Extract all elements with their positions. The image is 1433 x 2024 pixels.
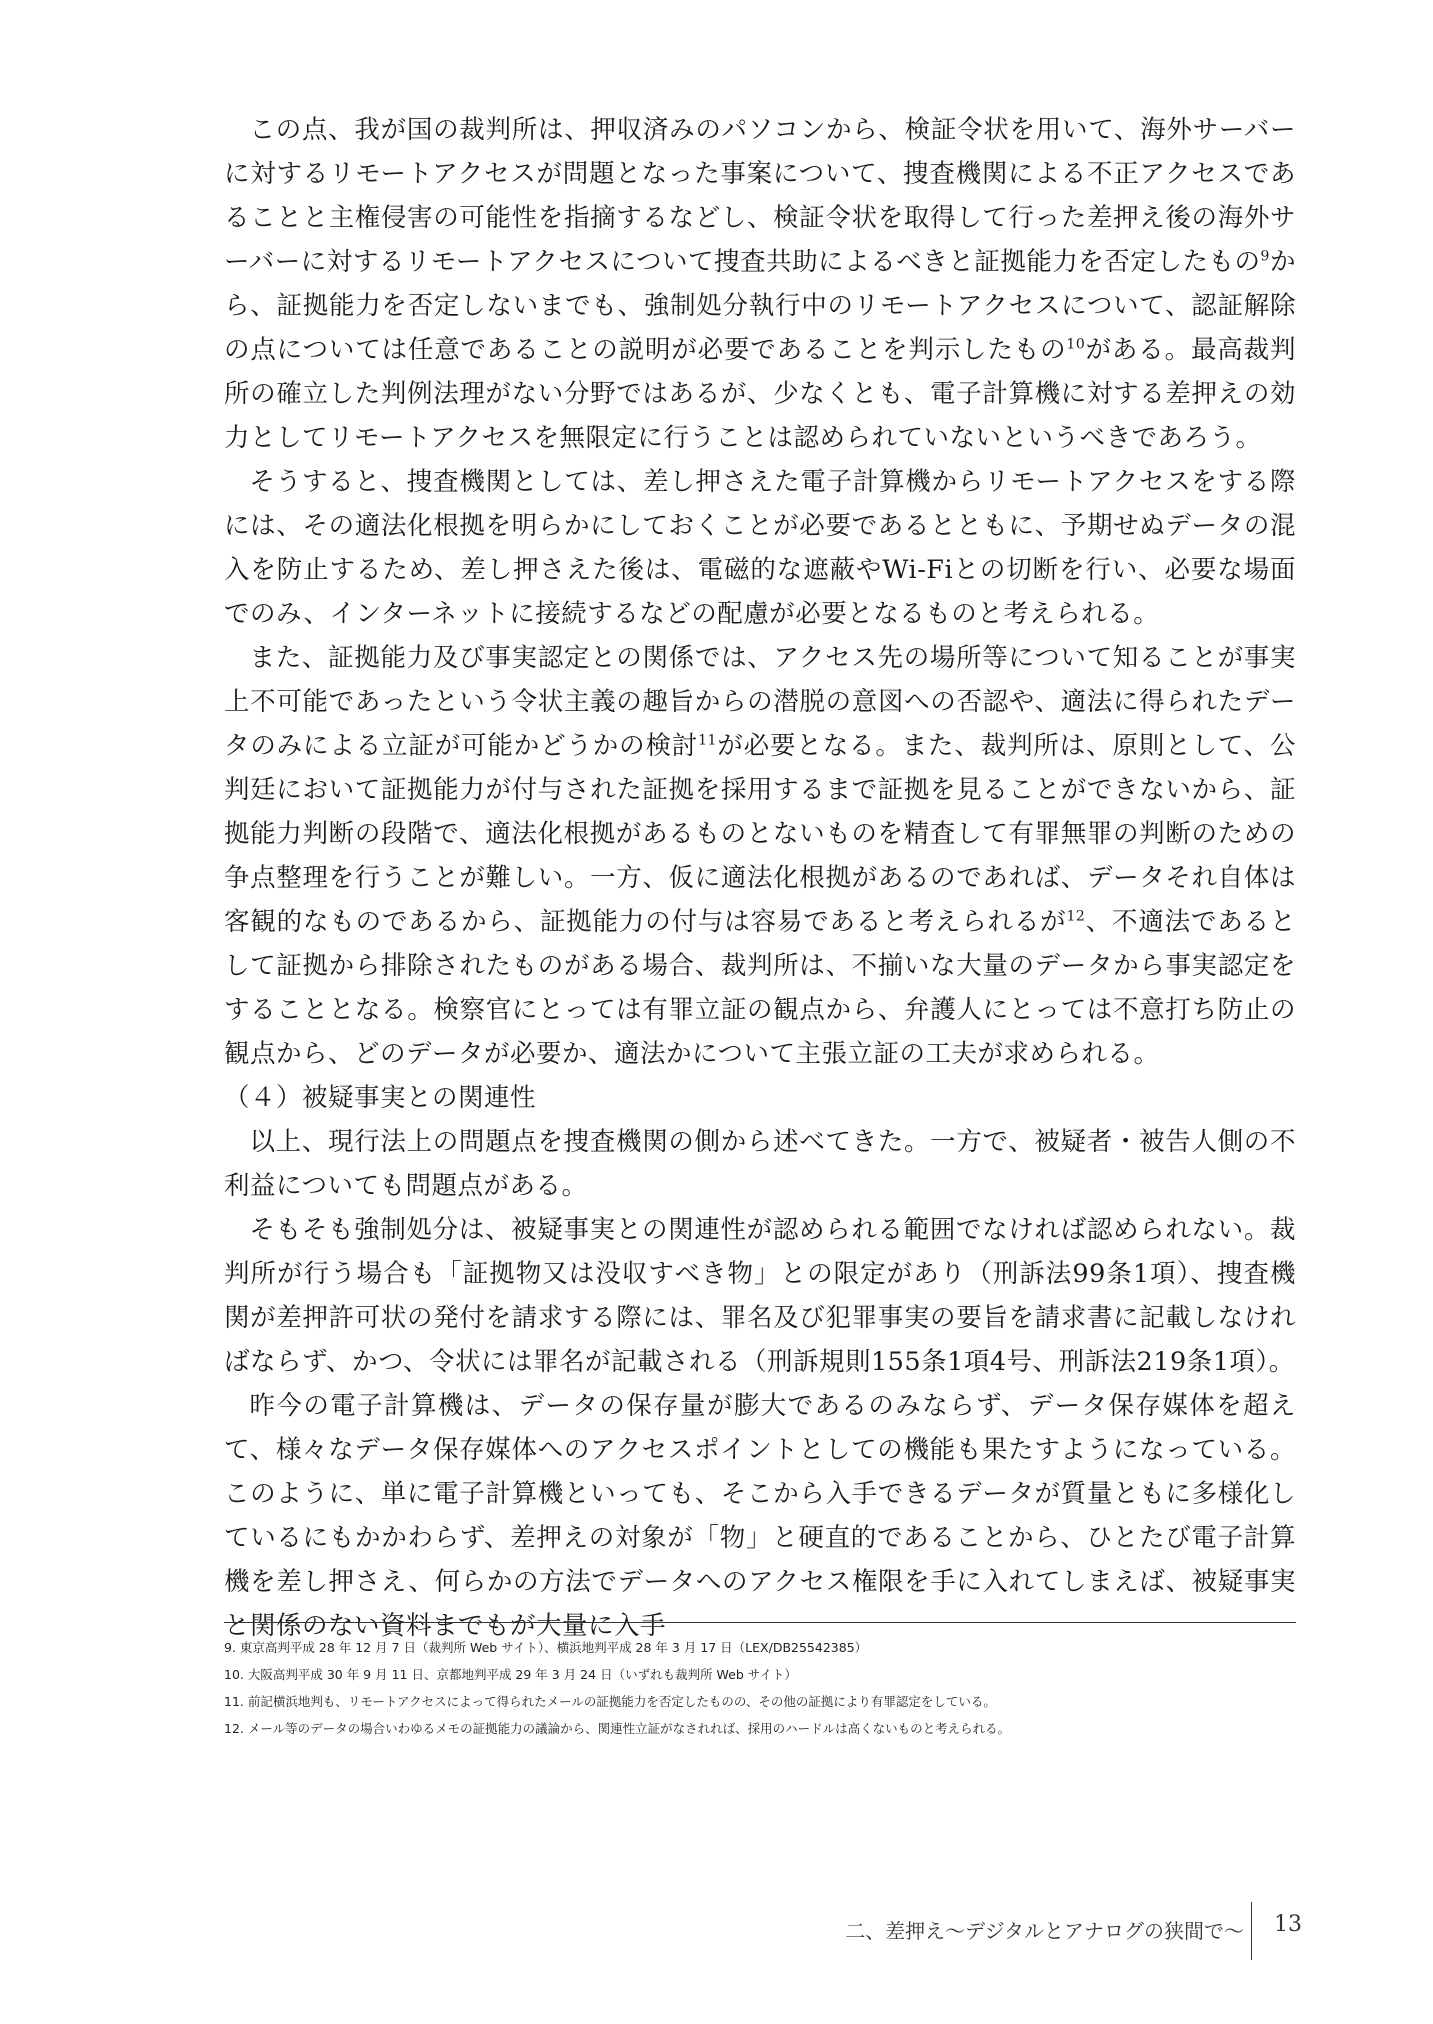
footer-divider — [1251, 1902, 1252, 1960]
footnotes — [224, 1634, 1296, 1742]
footnote-10: 10. 大阪高判平成 30 年 9 月 11 日、京都地判平成 29 年 3 月 24 日（いずれも裁判所 Web サイト） — [224, 1667, 797, 1682]
paragraph: また、証拠能力及び事実認定との関係では、アクセス先の場所等について知ることが事実上不可能であったという令状主義の趣旨からの潜脱の意図への否認や、適法に得られたデータのみによる立証が可能かどうかの検討$^{11}$が必要となる。また、裁判所は、原則として、公判廷において証拠能力が付与された証拠を採用するまで証拠を見ることができないから、証拠能力判断の段階で、適法化根拠があるものとないものを精査して有罪無罪の判断のための争点整理を行うことが難しい。一方、仮に適法化根拠があるのであれば、データそれ自体は客観的なものであるから、証拠能力の付与は容易であると考えられるが$^{12}$、不適法であるとして証拠から排除されたものがある場合、裁判所は、不揃いな大量のデータから事実認定をすることとなる。検察官にとっては有罪立証の観点から、弁護人にとっては不意打ち防止の観点から、どのデータが必要か、適法かについて主張立証の工夫が求められる。 — [224, 643, 1296, 1069]
paragraph: そうすると、捜査機関としては、差し押さえた電子計算機からリモートアクセスをする際には、その適法化根拠を明らかにしておくことが必要であるとともに、予期せぬデータの混入を防止するため、差し押さえた後は、電磁的な遮蔽やWi-Fiとの切断を行い、必要な場面でのみ、インターネットに接続するなどの配慮が必要となるものと考えられる。 — [224, 467, 1296, 629]
footnote-12: 12. メール等のデータの場合いわゆるメモの証拠能力の議論から、関連性立証がなされれば、採用のハードルは高くないものと考えられる。 — [224, 1721, 1011, 1736]
footnote-ref[interactable]: 9 — [1260, 248, 1270, 265]
page-number: 13 — [1274, 1912, 1302, 1937]
section-heading: （４）被疑事実との関連性 — [224, 1083, 537, 1113]
footnote-9: 9. 東京高判平成 28 年 12 月 7 日（裁判所 Web サイト）、横浜地判平成 28 年 3 月 17 日（LEX/DB25542385） — [224, 1640, 868, 1655]
paragraph: 昨今の電子計算機は、データの保存量が膨大であるのみならず、データ保存媒体を超えて、様々なデータ保存媒体へのアクセスポイントとしての機能も果たすようになっている。このように、単に電子計算機といっても、そこから入手できるデータが質量ともに多様化しているにもかかわらず、差押えの対象が「物」と硬直的であることから、ひとたび電子計算機を差し押さえ、何らかの方法でデータへのアクセス権限を手に入れてしまえば、被疑事実と関係のない資料までもが大量に入手 — [224, 1391, 1296, 1641]
footnote-ref[interactable]: 11 — [698, 732, 717, 749]
paragraph: この点、我が国の裁判所は、押収済みのパソコンから、検証令状を用いて、海外サーバーに対するリモートアクセスが問題となった事案について、捜査機関による不正アクセスであることと主権侵害の可能性を指摘するなどし、検証令状を取得して行った差押え後の海外サーバーに対するリモートアクセスについて捜査共助によるべきと証拠能力を否定したもの$^9$から、証拠能力を否定しないまでも、強制処分執行中のリモートアクセスについて、認証解除の点については任意であることの説明が必要であることを判示したもの$^{10}$がある。最高裁判所の確立した判例法理がない分野ではあるが、少なくとも、電子計算機に対する差押えの効力としてリモートアクセスを無限定に行うことは認められていないというべきであろう。 — [224, 115, 1296, 453]
body-text — [224, 108, 1296, 1648]
footnote-divider — [224, 1622, 1296, 1623]
footnote-ref[interactable]: 10 — [1066, 336, 1086, 353]
running-footer-title: 二、差押え〜デジタルとアナログの狭間で〜 — [845, 1919, 1244, 1943]
paragraph: そもそも強制処分は、被疑事実との関連性が認められる範囲でなければ認められない。裁判所が行う場合も「証拠物又は没収すべき物」との限定があり（刑訴法99条1項）、捜査機関が差押許可状の発付を請求する際には、罪名及び犯罪事実の要旨を請求書に記載しなければならず、かつ、令状には罪名が記載される（刑訴規則155条1項4号、刑訴法219条1項）。 — [224, 1215, 1296, 1377]
paragraph: 以上、現行法上の問題点を捜査機関の側から述べてきた。一方で、被疑者・被告人側の不利益についても問題点がある。 — [224, 1127, 1296, 1201]
footnote-11: 11. 前記横浜地判も、リモートアクセスによって得られたメールの証拠能力を否定したものの、その他の証拠により有罪認定をしている。 — [224, 1694, 996, 1709]
footnote-ref[interactable]: 12 — [1066, 908, 1086, 925]
